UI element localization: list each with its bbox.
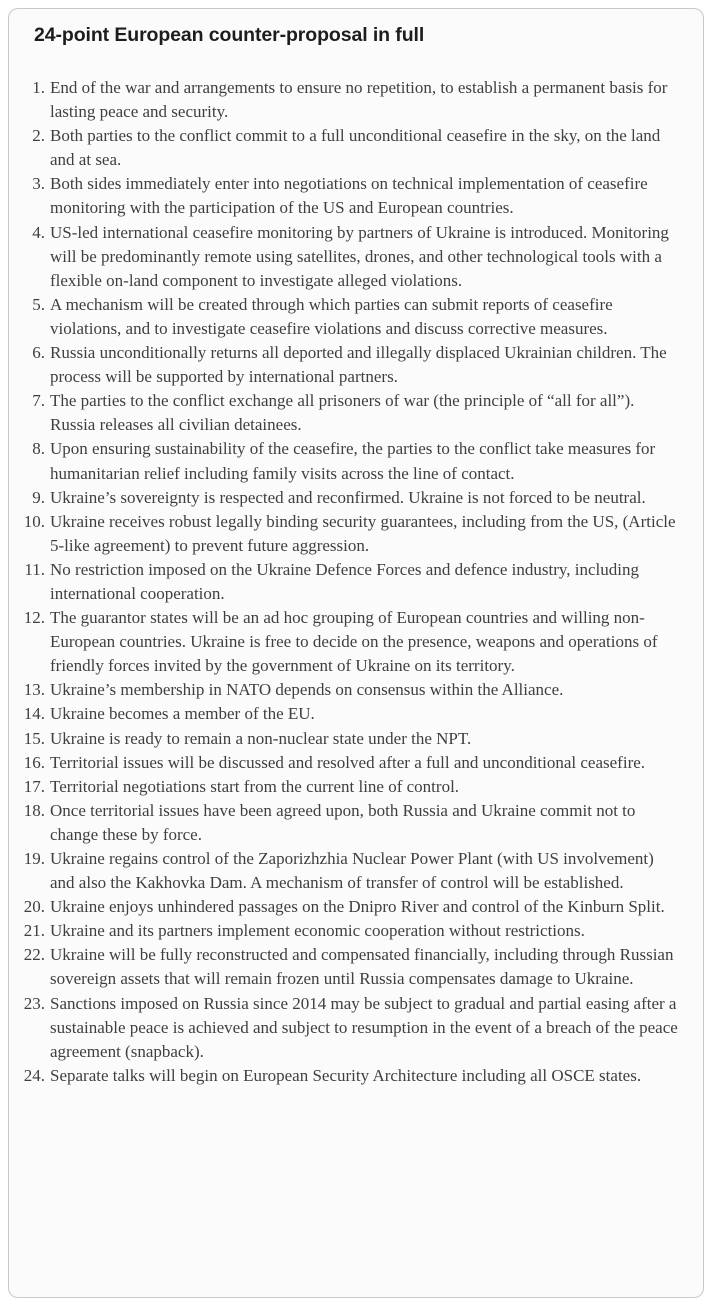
list-item-text: Ukraine becomes a member of the EU. (50, 704, 315, 724)
proposal-list (9, 76, 681, 1088)
list-item-number: 1. (32, 78, 45, 97)
list-item-number: 6. (32, 343, 45, 363)
list-item-number: 22. (23, 945, 45, 965)
list-item (9, 486, 681, 510)
list-item-text: End of the war and arrangements to ensure no repetition, to establish a permanent basis for lasting peace and security. (50, 78, 668, 122)
list-item-text: Once territorial issues have been agreed upon, both Russia and Ukraine commit not to change these by force. (50, 800, 636, 844)
list-item-text: Both sides immediately enter into negotiations on technical implementation of ceasefire monitoring with the participation of the US and European countries. (50, 174, 648, 218)
list-item-text: Ukraine enjoys unhindered passages on the Dnipro River and control of the Kinburn Split. (50, 897, 665, 917)
list-item (9, 895, 681, 919)
list-item (9, 943, 681, 991)
list-item-text: Upon ensuring sustainability of the ceasefire, the parties to the conflict take measures for humanitarian relief including family visits across the line of contact. (50, 439, 656, 483)
list-item-text: Ukraine will be fully reconstructed and compensated financially, including through Russian sovereign assets that will remain frozen until Russia compensates damage to Ukraine. (50, 945, 674, 989)
list-item-text: Ukraine regains control of the Zaporizhzhia Nuclear Power Plant (with US involvement) and also the Kakhovka Dam. A mechanism of transfer of control will be established. (50, 849, 654, 893)
list-item-text: The guarantor states will be an ad hoc grouping of European countries and willing non-European countries. Ukraine is free to decide on the presence, weapons and operations of friendly forces invited by the government of Ukraine on its territory. (50, 608, 658, 676)
list-item (9, 558, 681, 606)
list-item-number: 17. (23, 776, 45, 796)
list-item (9, 76, 681, 124)
list-item (9, 678, 681, 702)
list-item-text: Ukraine’s sovereignty is respected and reconfirmed. Ukraine is not forced to be neutral. (50, 487, 646, 507)
list-item-number: 16. (23, 752, 45, 772)
list-item-number: 20. (23, 897, 45, 917)
list-item-text: Separate talks will begin on European Security Architecture including all OSCE states. (50, 1065, 642, 1085)
list-item-number: 14. (23, 704, 45, 724)
list-item-number: 7. (32, 391, 45, 411)
list-item (9, 847, 681, 895)
list-item (9, 702, 681, 726)
list-item (9, 751, 681, 775)
list-item-number: 19. (23, 849, 45, 868)
list-item-text: The parties to the conflict exchange all prisoners of war (the principle of “all for all”). Russia releases all civilian detainees. (50, 391, 635, 435)
list-item (9, 510, 681, 558)
list-item (9, 124, 681, 172)
list-item-text: US-led international ceasefire monitoring by partners of Ukraine is introduced. Monitoring will be predominantly remote using satellites, drones, and other technological tools with a flexible on-land component to investigate alleged violations. (50, 222, 669, 290)
list-item-number: 11. (24, 559, 45, 579)
list-item-number: 3. (32, 174, 45, 194)
card-title: 24-point European counter-proposal in full (34, 24, 425, 46)
list-item-number: 12. (23, 608, 45, 628)
list-item (9, 221, 681, 293)
list-item-number: 15. (23, 728, 45, 748)
list-item-text: Both parties to the conflict commit to a full unconditional ceasefire in the sky, on the land and at sea. (50, 126, 661, 170)
list-item (9, 341, 681, 389)
list-item-number: 8. (32, 439, 45, 459)
list-item-number: 2. (32, 126, 45, 146)
list-item-text: Sanctions imposed on Russia since 2014 may be subject to gradual and partial easing after a sustainable peace is achieved and subject to resumption in the event of a breach of the peace agreement (snapback). (50, 993, 678, 1061)
list-item (9, 775, 681, 799)
list-item-number: 18. (23, 800, 45, 820)
list-item (9, 172, 681, 220)
list-item-text: Russia unconditionally returns all deported and illegally displaced Ukrainian children. The process will be supported by international partners. (50, 343, 667, 387)
list-item-number: 5. (32, 294, 45, 314)
list-item-number: 4. (32, 222, 45, 242)
list-item (9, 389, 681, 437)
list-item (9, 437, 681, 485)
list-item-number: 9. (32, 487, 45, 507)
list-item-number: 10. (23, 511, 45, 531)
list-item-text: A mechanism will be created through which parties can submit reports of ceasefire violations, and to investigate ceasefire violations and discuss corrective measures. (50, 294, 613, 338)
list-item-text: Ukraine and its partners implement economic cooperation without restrictions. (50, 921, 585, 941)
list-item-number: 24. (23, 1065, 45, 1085)
list-item-text: Ukraine is ready to remain a non-nuclear state under the NPT. (50, 728, 472, 748)
list-item (9, 799, 681, 847)
list-item (9, 293, 681, 341)
proposal-card (8, 8, 704, 1298)
list-item-number: 13. (23, 680, 45, 700)
list-item-text: Ukraine receives robust legally binding security guarantees, including from the US, (Article 5-like agreement) to prevent future aggression. (50, 511, 676, 555)
list-item (9, 919, 681, 943)
list-item-text: Territorial issues will be discussed and resolved after a full and unconditional ceasefire. (50, 752, 646, 772)
list-item (9, 1064, 681, 1088)
list-item-number: 23. (23, 993, 45, 1013)
list-item (9, 992, 681, 1064)
list-item-text: Territorial negotiations start from the current line of control. (50, 776, 460, 796)
list-item (9, 727, 681, 751)
list-item (9, 606, 681, 678)
list-item-number: 21. (23, 921, 45, 941)
list-item-text: Ukraine’s membership in NATO depends on consensus within the Alliance. (50, 680, 564, 700)
list-item-text: No restriction imposed on the Ukraine Defence Forces and defence industry, including international cooperation. (50, 559, 639, 603)
